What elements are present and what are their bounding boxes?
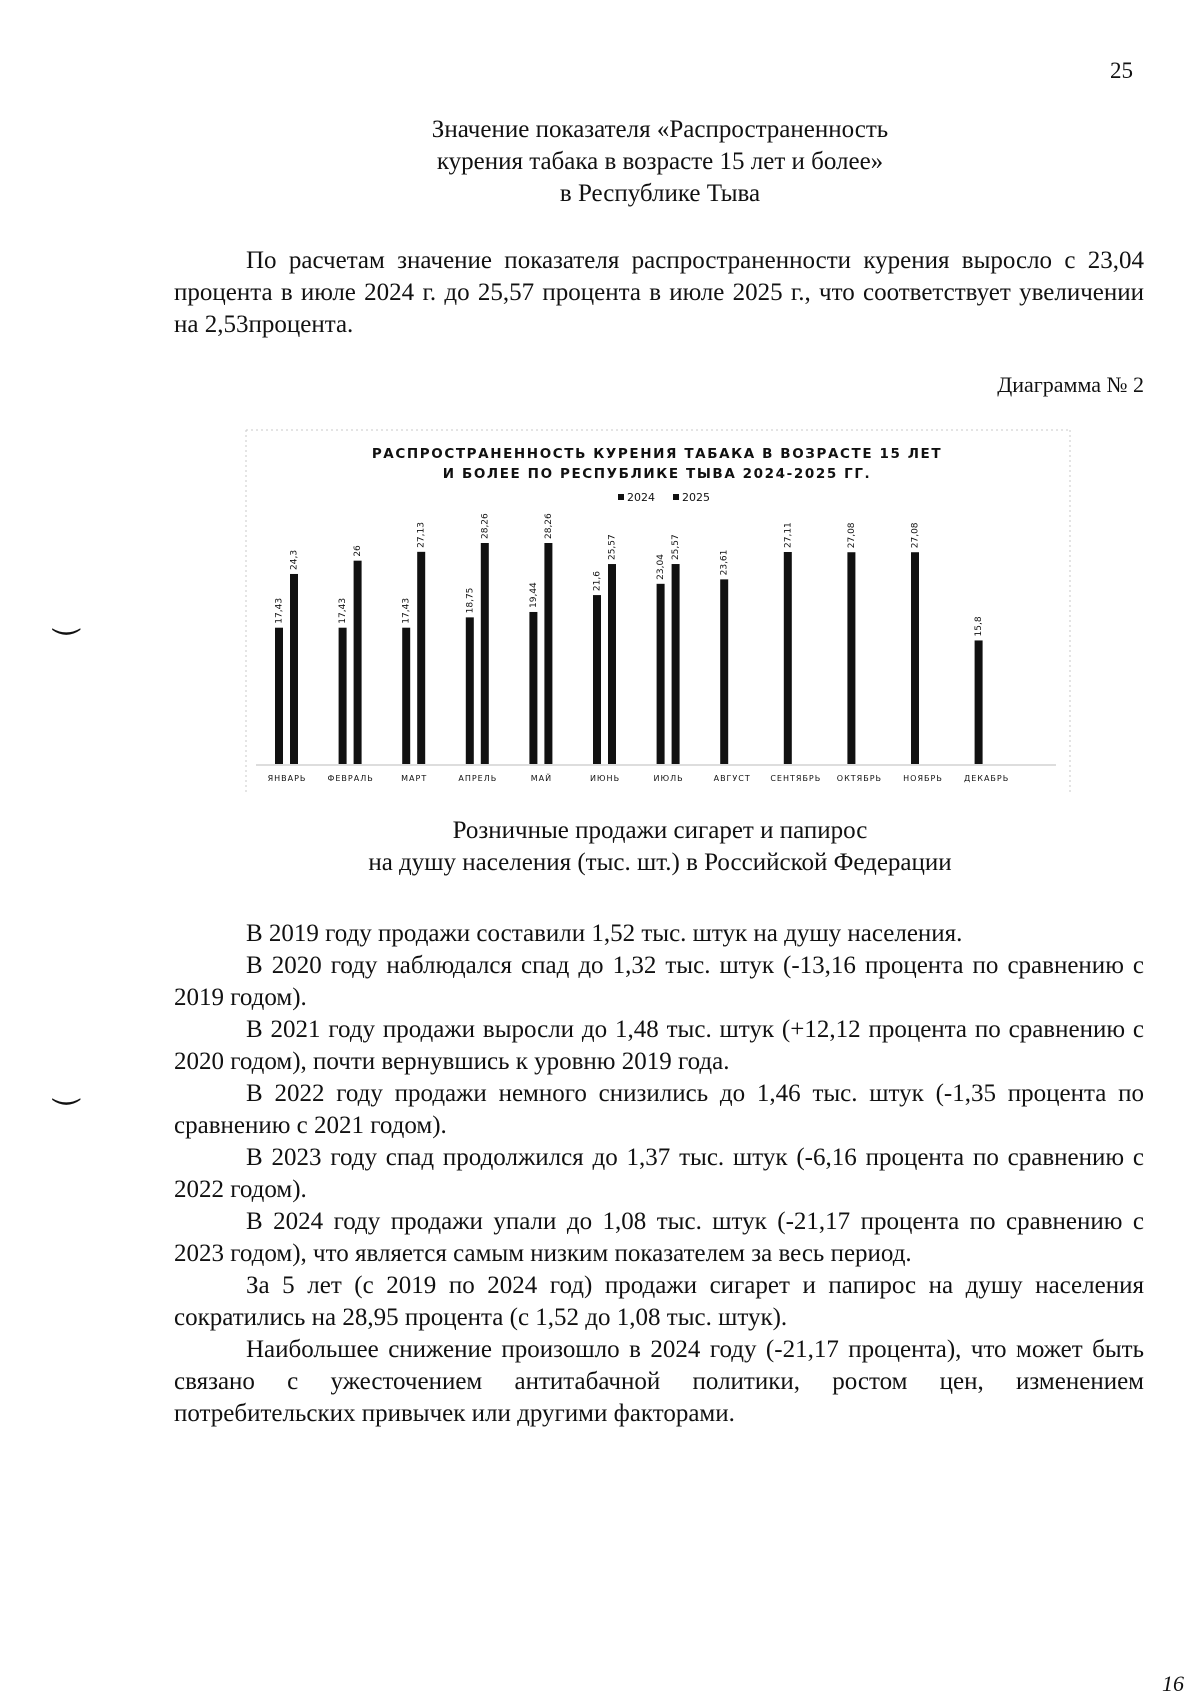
- data-label: 23,61: [719, 549, 730, 576]
- section-title-line: курения табака в возрасте 15 лет и более»: [436, 148, 884, 175]
- bar: [657, 584, 665, 764]
- data-label: 18,75: [465, 587, 476, 614]
- data-label: 26: [353, 545, 364, 557]
- data-label: 28,26: [543, 513, 554, 539]
- legend-swatch: [673, 494, 679, 500]
- data-label: 17,43: [338, 597, 349, 624]
- x-tick-label: СЕНТЯБРЬ: [770, 774, 822, 783]
- x-tick-label: ФЕВРАЛЬ: [327, 774, 374, 783]
- body-paragraph: Наибольшее снижение произошло в 2024 году (-21,17 процента), что может быть связано с ужесточением антитабачной политики, ростом цен, изменением потребительских привычек или другими факторами.: [174, 1336, 1144, 1427]
- diagram-caption: Диаграмма № 2: [997, 372, 1144, 397]
- legend-label: 2024: [627, 491, 655, 504]
- body-paragraph: В 2019 году продажи составили 1,52 тыс. штук на душу населения.: [246, 920, 963, 947]
- section-title-line: Розничные продажи сигарет и папирос: [452, 817, 868, 844]
- bar: [544, 543, 552, 764]
- body-paragraph: В 2024 году продажи упали до 1,08 тыс. штук (-21,17 процента по сравнению с 2023 годом), что является самым низким показателем за весь период.: [174, 1208, 1144, 1267]
- intro-paragraph: [174, 245, 1144, 341]
- chart-title-line: И БОЛЕЕ ПО РЕСПУБЛИКЕ ТЫВА 2024-2025 ГГ.: [442, 466, 872, 482]
- margin-mark: ⏝: [52, 600, 81, 633]
- bar: [529, 612, 537, 764]
- section-title-line: в Республике Тыва: [559, 180, 761, 207]
- data-label: 15,8: [974, 616, 985, 637]
- legend-label: 2025: [682, 491, 710, 504]
- data-label: 27,08: [846, 522, 857, 549]
- body-paragraph: В 2020 году наблюдался спад до 1,32 тыс. штук (-13,16 процента по сравнению с 2019 годом).: [174, 952, 1144, 1011]
- x-tick-label: ИЮЛЬ: [653, 774, 684, 783]
- data-label: 27,13: [416, 522, 427, 548]
- bar: [784, 552, 792, 764]
- bar: [275, 628, 283, 764]
- bar: [290, 574, 298, 764]
- intro-text: По расчетам значение показателя распространенности курения выросло с 23,04 процента в июле 2024 г. до 25,57 процента в июле 2025 г., что соответствует увеличении на 2,53процента.: [174, 247, 1144, 338]
- data-label: 24,3: [289, 549, 300, 570]
- bar: [911, 552, 919, 764]
- x-tick-label: ОКТЯБРЬ: [836, 774, 883, 783]
- bar: [402, 628, 410, 764]
- x-tick-label: ЯНВАРЬ: [267, 774, 307, 783]
- body-paragraph: За 5 лет (с 2019 по 2024 год) продажи сигарет и папирос на душу населения сократились на 28,95 процента (с 1,52 до 1,08 тыс. штук).: [174, 1272, 1144, 1331]
- body-paragraph: В 2023 году спад продолжился до 1,37 тыс. штук (-6,16 процента по сравнению с 2022 годом).: [174, 1144, 1144, 1203]
- x-tick-label: ИЮНЬ: [589, 774, 621, 783]
- bar: [481, 543, 489, 764]
- data-label: 27,08: [910, 522, 921, 549]
- bar-chart: [244, 428, 1074, 798]
- bar: [417, 552, 425, 764]
- data-label: 19,44: [528, 582, 539, 608]
- section-title-line: Значение показателя «Распространенность: [431, 116, 889, 143]
- bar: [720, 579, 728, 764]
- body-paragraphs: [174, 918, 1144, 1430]
- data-label: 25,57: [607, 534, 618, 561]
- bar: [354, 561, 362, 764]
- chart-title-line: РАСПРОСТРАНЕННОСТЬ КУРЕНИЯ ТАБАКА В ВОЗРАСТЕ 15 ЛЕТ: [371, 446, 943, 462]
- section-title-line: на душу населения (тыс. шт.) в Российской Федерации: [368, 849, 952, 876]
- data-label: 27,11: [783, 522, 794, 548]
- page-number: 25: [1110, 58, 1133, 83]
- body-paragraph: В 2022 году продажи немного снизились до 1,46 тыс. штук (-1,35 процента по сравнению с 2021 годом).: [174, 1080, 1144, 1139]
- data-label: 17,43: [401, 597, 412, 624]
- data-label: 17,43: [274, 597, 285, 624]
- x-tick-label: АПРЕЛЬ: [458, 774, 498, 783]
- bar: [847, 552, 855, 764]
- x-tick-label: НОЯБРЬ: [903, 774, 943, 783]
- data-label: 28,26: [480, 513, 491, 539]
- x-tick-label: ДЕКАБРЬ: [963, 774, 1010, 783]
- bar: [593, 595, 601, 764]
- bar: [672, 564, 680, 764]
- body-paragraph: В 2021 году продажи выросли до 1,48 тыс. штук (+12,12 процента по сравнению с 2020 годом), почти вернувшись к уровню 2019 года.: [174, 1016, 1144, 1075]
- section-title: [0, 114, 1200, 210]
- bar: [466, 617, 474, 764]
- data-label: 23,04: [656, 554, 667, 580]
- data-label: 25,57: [671, 534, 682, 561]
- margin-mark: ⏝: [52, 1070, 81, 1103]
- bar: [608, 564, 616, 764]
- bar: [339, 628, 347, 764]
- data-label: 21,6: [592, 571, 603, 592]
- bar-chart-svg: [244, 428, 1074, 798]
- bar: [975, 640, 983, 764]
- corner-mark: 16: [1162, 1671, 1184, 1696]
- x-tick-label: МАЙ: [530, 774, 553, 783]
- x-tick-label: АВГУСТ: [713, 774, 751, 783]
- section-title: [0, 815, 1200, 879]
- x-tick-label: МАРТ: [401, 774, 428, 783]
- legend-swatch: [618, 494, 624, 500]
